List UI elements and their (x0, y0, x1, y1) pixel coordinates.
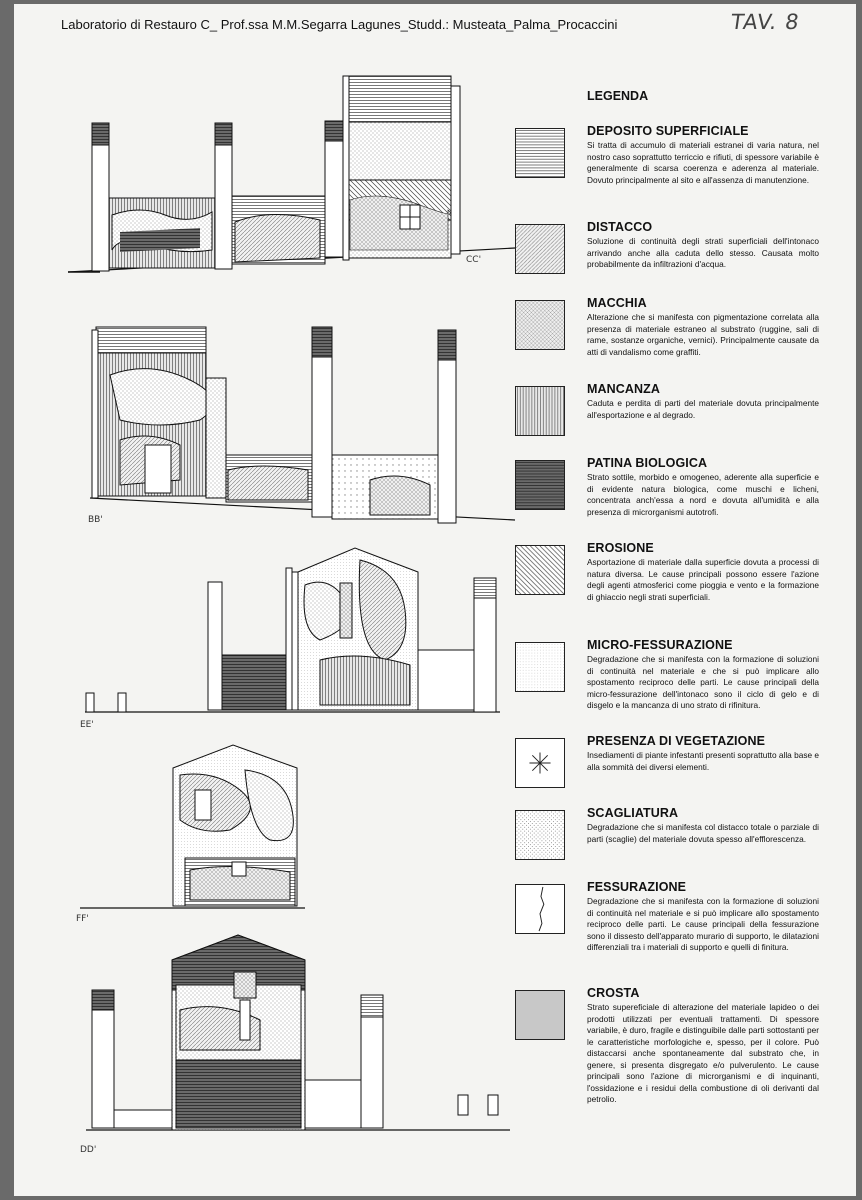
swatch-macchia (515, 300, 565, 350)
vegetation-star-icon (529, 752, 550, 773)
elevation-bb (90, 327, 515, 523)
legend-entry-description: Degradazione che si manifesta con la formazione di soluzioni di continuità nel materiale e che si può implicare allo spostamento reciproco delle parti. Le cause principali della micro-fessurazione dell'intonaco sono il ciclo di gelo e di disgelo e la mancanza di uno strato di rifinitura. (587, 654, 819, 710)
legend-entry-title: CROSTA (587, 986, 640, 1000)
swatch-mancanza (515, 386, 565, 436)
header-title: Laboratorio di Restauro C_ Prof.ssa M.M.Segarra Lagunes_Studd.: Musteata_Palma_Procaccini (61, 17, 618, 32)
legend-entry-title: EROSIONE (587, 541, 654, 555)
swatch-distacco (515, 224, 565, 274)
legend-entry-description: Insediamenti di piante infestanti presenti soprattutto alla base e alla sommità dei diversi elementi. (587, 750, 819, 772)
legend-entry-description: Asportazione di materiale dalla superficie dovuta a processi di natura diversa. Le cause principali possono essere l'azione degli agenti atmosferici come pioggia e vento e la formazione di ghiaccio negli strati superficiali. (587, 557, 819, 602)
legend-entry-title: FESSURAZIONE (587, 880, 687, 894)
legend-entry-title: MICRO-FESSURAZIONE (587, 638, 733, 652)
legend-entry-description: Strato supereficiale di alterazione del materiale lapideo o dei prodotti utilizzati per eventuali trattamenti. Di spessore variabile, è duro, fragile e distinguibile dalle parti sottostanti per le caratteristiche morfologiche e, spesso, per il colore. Può distaccarsi anche spontaneamente dal substrato che, in genere, si presenta disgregato e/o pulverulento. Le cause principali sono l'azione di microrganismi e di inquinanti, l'ossidazione e i residui della combustione di oli derivanti dal petrolio. (587, 1002, 819, 1104)
legend-entry-title: PATINA BIOLOGICA (587, 456, 708, 470)
legend-entry-description: Soluzione di continuità degli strati superficiali dell'intonaco arrivando anche alla caduta dello stesso. Causata molto probabilmente da infiltrazioni d'acqua. (587, 236, 819, 269)
elevation-dd (86, 935, 510, 1130)
legend-entry-description: Degradazione che si manifesta con la formazione di soluzioni di continuità nel materiale e si può implicare allo spostamento reciproco delle parti. Le cause principali della fessurazione sono il dissesto dell'apparato murario di supporto, le dilatazioni differenziali tra i materiali di supporto e quelli di finitura. (587, 896, 819, 952)
swatch-micro-fessurazione (515, 642, 565, 692)
section-label-bb: BB' (88, 515, 103, 525)
swatch-vegetazione (515, 738, 565, 788)
section-label-dd: DD' (80, 1145, 97, 1155)
legend-title: LEGENDA (587, 89, 649, 103)
elevation-ff (80, 745, 305, 908)
swatch-crosta (515, 990, 565, 1040)
legend-entry-description: Degradazione che si manifesta col distacco totale o parziale di parti (scaglie) del materiale dovuta spesso all'efflorescenza. (587, 822, 819, 844)
legend-entry-title: DEPOSITO SUPERFICIALE (587, 124, 749, 138)
elevation-ee (85, 548, 500, 712)
swatch-erosione (515, 545, 565, 595)
legend-entry-description: Alterazione che si manifesta con pigmentazione correlata alla presenza di materiale estraneo al substrato (ruggine, sali di rame, sostanze organiche, vernici). Principalmente causate da atti di vandalismo come graffiti. (587, 312, 819, 357)
legend-entry-title: MANCANZA (587, 382, 661, 396)
swatch-fessurazione (515, 884, 565, 934)
legend-entry-title: SCAGLIATURA (587, 806, 679, 820)
section-label-cc: CC' (466, 255, 482, 265)
section-label-ee: EE' (80, 720, 94, 730)
swatch-deposito-superficiale (515, 128, 565, 178)
section-label-ff: FF' (76, 914, 89, 924)
elevation-cc (68, 76, 515, 272)
tav-number: TAV. 8 (729, 10, 802, 34)
legend-entry-description: Strato sottile, morbido e omogeneo, aderente alla superficie e di evidente natura biologica, come muschi e licheni, concentrata anch'essa a nord e dovuta all'umidità e alla presenza di microrganismi autotrofi. (587, 472, 819, 517)
legend-entry-title: PRESENZA DI VEGETAZIONE (587, 734, 766, 748)
legend-entry-title: DISTACCO (587, 220, 653, 234)
legend-entry-title: MACCHIA (587, 296, 647, 310)
legend-entry-description: Si tratta di accumulo di materiali estranei di varia natura, nel nostro caso soprattutto terriccio e rifiuti, di spessore variabile è generalmente di scarsa coerenza e aderenza al materiale. Dovuto principalmente al sito e all'assenza di manutenzione. (587, 140, 819, 185)
swatch-scagliatura (515, 810, 565, 860)
swatch-patina-biologica (515, 460, 565, 510)
legend-entry-description: Caduta e perdita di parti del materiale dovuta principalmente all'esportazione e al degrado. (587, 398, 819, 420)
